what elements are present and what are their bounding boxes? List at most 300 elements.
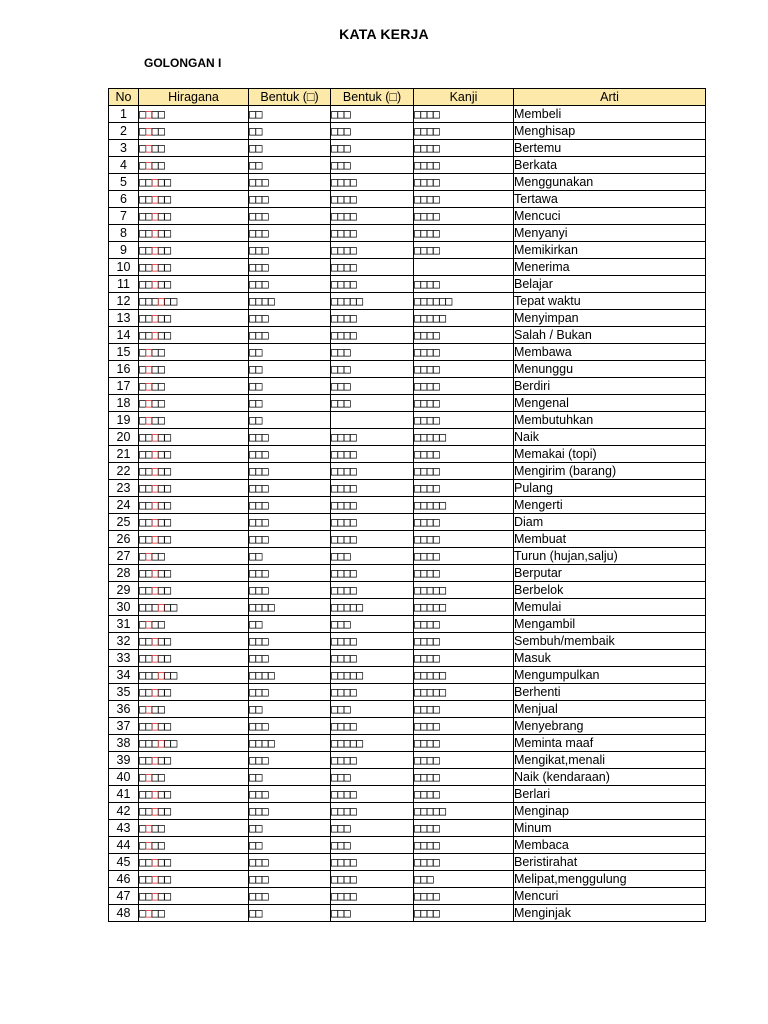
hira-post: □□ <box>157 888 171 903</box>
table-row <box>109 429 706 446</box>
bentuk-1-cell: □□□ <box>249 310 331 327</box>
bentuk-2-cell: □□□□ <box>331 310 414 327</box>
hiragana-cell <box>139 242 249 259</box>
hira-pre: □ <box>139 106 146 121</box>
hiragana-cell <box>139 650 249 667</box>
bentuk-2-cell: □□□ <box>331 616 414 633</box>
hira-pre: □ <box>139 378 146 393</box>
bentuk-1-cell: □□□ <box>249 650 331 667</box>
bentuk-2-cell: □□□□ <box>331 871 414 888</box>
hira-post: □□ <box>151 344 164 359</box>
bentuk-2-cell: □□□ <box>331 395 414 412</box>
table-row <box>109 463 706 480</box>
bentuk-1-cell: □□□ <box>249 718 331 735</box>
bentuk-1-cell: □□□□ <box>249 667 331 684</box>
bentuk-2-cell: □□□□ <box>331 684 414 701</box>
table-row <box>109 208 706 225</box>
hira-mark: □ <box>145 616 152 631</box>
table-row <box>109 174 706 191</box>
hira-post: □□ <box>157 429 171 444</box>
hira-post: □□ <box>151 905 164 920</box>
row-number: 22 <box>109 463 139 480</box>
bentuk-2-cell: □□□□ <box>331 752 414 769</box>
hiragana-cell <box>139 786 249 803</box>
table-row <box>109 752 706 769</box>
hira-mark: □ <box>145 395 152 410</box>
hira-post: □□ <box>163 735 177 750</box>
bentuk-2-cell: □□□ <box>331 548 414 565</box>
hira-post: □□ <box>157 310 171 325</box>
kanji-cell: □□□□ <box>414 157 514 174</box>
kanji-cell: □□□□ <box>414 140 514 157</box>
hira-mark: □ <box>151 191 158 206</box>
bentuk-1-cell: □□ <box>249 412 331 429</box>
table-row <box>109 259 706 276</box>
hira-pre: □□ <box>139 310 152 325</box>
hiragana-cell <box>139 667 249 684</box>
hiragana-cell <box>139 633 249 650</box>
table-row <box>109 497 706 514</box>
bentuk-1-cell: □□ <box>249 157 331 174</box>
table-row <box>109 599 706 616</box>
row-number: 47 <box>109 888 139 905</box>
kanji-cell: □□□□ <box>414 446 514 463</box>
hira-pre: □ <box>139 701 146 716</box>
hira-mark: □ <box>151 514 158 529</box>
table-row <box>109 548 706 565</box>
hira-mark: □ <box>145 412 152 427</box>
row-number: 35 <box>109 684 139 701</box>
hira-pre: □□ <box>139 582 152 597</box>
hira-mark: □ <box>151 718 158 733</box>
verb-table <box>108 88 706 922</box>
row-number: 28 <box>109 565 139 582</box>
row-number: 5 <box>109 174 139 191</box>
hira-mark: □ <box>145 820 152 835</box>
group-label: GOLONGAN I <box>144 56 222 70</box>
bentuk-1-cell: □□□ <box>249 480 331 497</box>
table-row <box>109 242 706 259</box>
hiragana-cell <box>139 293 249 310</box>
table-row <box>109 667 706 684</box>
hiragana-cell <box>139 718 249 735</box>
bentuk-2-cell: □□□□ <box>331 650 414 667</box>
hira-pre: □ <box>139 548 146 563</box>
hira-pre: □ <box>139 123 146 138</box>
hiragana-cell <box>139 497 249 514</box>
kanji-cell: □□□□ <box>414 531 514 548</box>
hira-pre: □□ <box>139 786 152 801</box>
bentuk-1-cell: □□□□ <box>249 599 331 616</box>
row-number: 41 <box>109 786 139 803</box>
bentuk-1-cell: □□□ <box>249 803 331 820</box>
hiragana-cell <box>139 225 249 242</box>
bentuk-1-cell: □□□ <box>249 633 331 650</box>
hiragana-cell <box>139 378 249 395</box>
table-row <box>109 718 706 735</box>
bentuk-2-cell: □□□ <box>331 378 414 395</box>
bentuk-1-cell: □□ <box>249 123 331 140</box>
arti-cell: Melipat,menggulung <box>514 871 706 888</box>
bentuk-1-cell: □□□ <box>249 276 331 293</box>
table-row <box>109 395 706 412</box>
arti-cell: Mengumpulkan <box>514 667 706 684</box>
kanji-cell: □□□□ <box>414 208 514 225</box>
kanji-cell: □□□□ <box>414 718 514 735</box>
hira-mark: □ <box>151 752 158 767</box>
row-number: 27 <box>109 548 139 565</box>
arti-cell: Minum <box>514 820 706 837</box>
kanji-cell: □□□□ <box>414 174 514 191</box>
kanji-cell: □□□□□ <box>414 429 514 446</box>
arti-cell: Menyebrang <box>514 718 706 735</box>
row-number: 26 <box>109 531 139 548</box>
hiragana-cell <box>139 514 249 531</box>
bentuk-2-cell: □□□□ <box>331 208 414 225</box>
table-row <box>109 854 706 871</box>
bentuk-1-cell: □□□ <box>249 174 331 191</box>
bentuk-2-cell: □□□□ <box>331 429 414 446</box>
hira-mark: □ <box>151 208 158 223</box>
hira-pre: □□ <box>139 446 152 461</box>
row-number: 44 <box>109 837 139 854</box>
bentuk-2-cell: □□□□ <box>331 531 414 548</box>
hira-mark: □ <box>151 565 158 580</box>
hiragana-cell <box>139 310 249 327</box>
arti-cell: Menjual <box>514 701 706 718</box>
hira-mark: □ <box>151 650 158 665</box>
row-number: 29 <box>109 582 139 599</box>
hira-mark: □ <box>157 599 164 614</box>
bentuk-1-cell: □□□ <box>249 259 331 276</box>
bentuk-1-cell: □□□ <box>249 531 331 548</box>
arti-cell: Menginjak <box>514 905 706 922</box>
kanji-cell: □□□□ <box>414 514 514 531</box>
kanji-cell: □□□□ <box>414 480 514 497</box>
hira-mark: □ <box>151 446 158 461</box>
hiragana-cell <box>139 531 249 548</box>
hira-post: □□ <box>157 803 171 818</box>
hira-pre: □□ <box>139 242 152 257</box>
hira-post: □□ <box>157 565 171 580</box>
table-row <box>109 361 706 378</box>
bentuk-2-cell: □□□□ <box>331 786 414 803</box>
arti-cell: Menyimpan <box>514 310 706 327</box>
bentuk-2-cell: □□□□ <box>331 463 414 480</box>
arti-cell: Berbelok <box>514 582 706 599</box>
hira-mark: □ <box>151 174 158 189</box>
table-body <box>109 106 706 922</box>
table-row <box>109 888 706 905</box>
hiragana-cell <box>139 548 249 565</box>
arti-cell: Diam <box>514 514 706 531</box>
bentuk-1-cell: □□□ <box>249 242 331 259</box>
bentuk-2-cell: □□□□ <box>331 854 414 871</box>
hira-pre: □□ <box>139 191 152 206</box>
hira-mark: □ <box>145 905 152 920</box>
kanji-cell: □□□□ <box>414 616 514 633</box>
hira-pre: □□ <box>139 259 152 274</box>
hira-post: □□ <box>157 446 171 461</box>
arti-cell: Berkata <box>514 157 706 174</box>
hira-pre: □□□ <box>139 293 158 308</box>
table-row <box>109 344 706 361</box>
hira-mark: □ <box>145 548 152 563</box>
bentuk-1-cell: □□□ <box>249 191 331 208</box>
hiragana-cell <box>139 752 249 769</box>
row-number: 16 <box>109 361 139 378</box>
arti-cell: Menghisap <box>514 123 706 140</box>
table-row <box>109 616 706 633</box>
row-number: 20 <box>109 429 139 446</box>
hiragana-cell <box>139 208 249 225</box>
row-number: 8 <box>109 225 139 242</box>
kanji-cell: □□□□ <box>414 633 514 650</box>
bentuk-2-cell: □□□□ <box>331 242 414 259</box>
hira-mark: □ <box>151 854 158 869</box>
kanji-cell: □□□□ <box>414 565 514 582</box>
hira-post: □□ <box>157 871 171 886</box>
hira-mark: □ <box>145 106 152 121</box>
hira-pre: □□ <box>139 276 152 291</box>
bentuk-1-cell: □□ <box>249 820 331 837</box>
arti-cell: Menyanyi <box>514 225 706 242</box>
bentuk-1-cell: □□ <box>249 837 331 854</box>
bentuk-1-cell: □□□ <box>249 429 331 446</box>
bentuk-2-cell: □□□□ <box>331 582 414 599</box>
hira-mark: □ <box>151 888 158 903</box>
bentuk-1-cell: □□ <box>249 701 331 718</box>
kanji-cell: □□□□ <box>414 905 514 922</box>
hiragana-cell <box>139 276 249 293</box>
hira-pre: □□ <box>139 650 152 665</box>
kanji-cell: □□□□ <box>414 786 514 803</box>
kanji-cell: □□□□ <box>414 888 514 905</box>
hira-post: □□ <box>157 650 171 665</box>
hira-post: □□ <box>157 531 171 546</box>
hiragana-cell <box>139 565 249 582</box>
table-row <box>109 735 706 752</box>
hira-pre: □□ <box>139 480 152 495</box>
header-no: No <box>109 89 139 106</box>
kanji-cell: □□□□ <box>414 650 514 667</box>
arti-cell: Menunggu <box>514 361 706 378</box>
row-number: 14 <box>109 327 139 344</box>
row-number: 6 <box>109 191 139 208</box>
row-number: 48 <box>109 905 139 922</box>
row-number: 19 <box>109 412 139 429</box>
arti-cell: Berlari <box>514 786 706 803</box>
bentuk-1-cell: □□□ <box>249 565 331 582</box>
hira-pre: □□ <box>139 174 152 189</box>
arti-cell: Beristirahat <box>514 854 706 871</box>
hira-mark: □ <box>145 701 152 716</box>
bentuk-1-cell: □□ <box>249 106 331 123</box>
hira-post: □□ <box>157 582 171 597</box>
kanji-cell: □□□□ <box>414 701 514 718</box>
hira-pre: □□ <box>139 565 152 580</box>
bentuk-2-cell: □□□□ <box>331 191 414 208</box>
arti-cell: Mencuci <box>514 208 706 225</box>
bentuk-2-cell: □□□□□ <box>331 735 414 752</box>
kanji-cell: □□□□ <box>414 123 514 140</box>
bentuk-1-cell: □□□ <box>249 854 331 871</box>
hira-post: □□ <box>151 140 164 155</box>
hiragana-cell <box>139 259 249 276</box>
table-row <box>109 514 706 531</box>
hira-mark: □ <box>145 361 152 376</box>
row-number: 7 <box>109 208 139 225</box>
kanji-cell: □□□□□ <box>414 582 514 599</box>
hira-mark: □ <box>157 293 164 308</box>
bentuk-1-cell: □□ <box>249 769 331 786</box>
bentuk-2-cell: □□□ <box>331 701 414 718</box>
hiragana-cell <box>139 446 249 463</box>
bentuk-2-cell: □□□□□ <box>331 293 414 310</box>
hiragana-cell <box>139 854 249 871</box>
hiragana-cell <box>139 582 249 599</box>
kanji-cell: □□□□□ <box>414 599 514 616</box>
bentuk-1-cell: □□□□ <box>249 735 331 752</box>
arti-cell: Turun (hujan,salju) <box>514 548 706 565</box>
hiragana-cell <box>139 837 249 854</box>
bentuk-2-cell: □□□ <box>331 820 414 837</box>
table-row <box>109 140 706 157</box>
hira-pre: □□ <box>139 871 152 886</box>
hira-mark: □ <box>151 871 158 886</box>
row-number: 24 <box>109 497 139 514</box>
hira-mark: □ <box>157 667 164 682</box>
hiragana-cell <box>139 599 249 616</box>
kanji-cell: □□□□□ <box>414 667 514 684</box>
row-number: 39 <box>109 752 139 769</box>
hira-post: □□ <box>151 123 164 138</box>
hiragana-cell <box>139 344 249 361</box>
arti-cell: Naik (kendaraan) <box>514 769 706 786</box>
hira-mark: □ <box>151 327 158 342</box>
row-number: 11 <box>109 276 139 293</box>
hira-mark: □ <box>151 242 158 257</box>
bentuk-1-cell: □□□ <box>249 463 331 480</box>
bentuk-2-cell: □□□ <box>331 123 414 140</box>
arti-cell: Salah / Bukan <box>514 327 706 344</box>
hiragana-cell <box>139 820 249 837</box>
hira-mark: □ <box>151 225 158 240</box>
hira-post: □□ <box>157 684 171 699</box>
table-row <box>109 276 706 293</box>
hira-pre: □□ <box>139 531 152 546</box>
bentuk-1-cell: □□ <box>249 395 331 412</box>
hira-pre: □□ <box>139 803 152 818</box>
bentuk-1-cell: □□ <box>249 378 331 395</box>
bentuk-1-cell: □□□ <box>249 497 331 514</box>
table-row <box>109 820 706 837</box>
kanji-cell: □□□□ <box>414 820 514 837</box>
row-number: 46 <box>109 871 139 888</box>
bentuk-2-cell: □□□□ <box>331 514 414 531</box>
hira-post: □□ <box>151 378 164 393</box>
hira-mark: □ <box>151 310 158 325</box>
bentuk-2-cell: □□□□ <box>331 565 414 582</box>
bentuk-1-cell: □□□□ <box>249 293 331 310</box>
hira-mark: □ <box>151 786 158 801</box>
hiragana-cell <box>139 429 249 446</box>
hira-post: □□ <box>151 616 164 631</box>
hiragana-cell <box>139 871 249 888</box>
kanji-cell: □□□□ <box>414 242 514 259</box>
arti-cell: Naik <box>514 429 706 446</box>
bentuk-1-cell: □□□ <box>249 225 331 242</box>
table-row <box>109 480 706 497</box>
kanji-cell: □□□□□ <box>414 497 514 514</box>
arti-cell: Menggunakan <box>514 174 706 191</box>
kanji-cell: □□□□□ <box>414 803 514 820</box>
arti-cell: Mengambil <box>514 616 706 633</box>
row-number: 12 <box>109 293 139 310</box>
bentuk-1-cell: □□ <box>249 344 331 361</box>
table-header-row <box>109 89 706 106</box>
arti-cell: Membawa <box>514 344 706 361</box>
header-kanji: Kanji <box>414 89 514 106</box>
bentuk-2-cell: □□□□ <box>331 480 414 497</box>
hira-pre: □□ <box>139 463 152 478</box>
row-number: 36 <box>109 701 139 718</box>
table-row <box>109 191 706 208</box>
row-number: 9 <box>109 242 139 259</box>
hiragana-cell <box>139 684 249 701</box>
hiragana-cell <box>139 905 249 922</box>
hira-post: □□ <box>163 599 177 614</box>
hiragana-cell <box>139 106 249 123</box>
bentuk-1-cell: □□ <box>249 361 331 378</box>
row-number: 13 <box>109 310 139 327</box>
table-row <box>109 378 706 395</box>
hira-post: □□ <box>157 854 171 869</box>
arti-cell: Tepat waktu <box>514 293 706 310</box>
bentuk-1-cell: □□□ <box>249 514 331 531</box>
bentuk-1-cell: □□□ <box>249 327 331 344</box>
arti-cell: Bertemu <box>514 140 706 157</box>
arti-cell: Mengenal <box>514 395 706 412</box>
hira-pre: □□ <box>139 684 152 699</box>
header-bentuk-2: Bentuk (□) <box>331 89 414 106</box>
kanji-cell: □□□□ <box>414 463 514 480</box>
hiragana-cell <box>139 174 249 191</box>
bentuk-2-cell: □□□□ <box>331 888 414 905</box>
arti-cell: Berputar <box>514 565 706 582</box>
bentuk-2-cell: □□□□ <box>331 259 414 276</box>
table-row <box>109 769 706 786</box>
table-row <box>109 531 706 548</box>
table-row <box>109 123 706 140</box>
hira-mark: □ <box>151 480 158 495</box>
hira-pre: □ <box>139 837 146 852</box>
bentuk-2-cell: □□□ <box>331 344 414 361</box>
kanji-cell: □□□□ <box>414 344 514 361</box>
bentuk-2-cell: □□□□ <box>331 174 414 191</box>
arti-cell: Menginap <box>514 803 706 820</box>
kanji-cell: □□□□ <box>414 735 514 752</box>
hira-post: □□ <box>157 225 171 240</box>
hira-post: □□ <box>151 106 164 121</box>
kanji-cell: □□□□□ <box>414 684 514 701</box>
bentuk-1-cell: □□□ <box>249 871 331 888</box>
hiragana-cell <box>139 123 249 140</box>
arti-cell: Membaca <box>514 837 706 854</box>
kanji-cell: □□□□ <box>414 752 514 769</box>
hira-pre: □□ <box>139 752 152 767</box>
hira-mark: □ <box>145 157 152 172</box>
